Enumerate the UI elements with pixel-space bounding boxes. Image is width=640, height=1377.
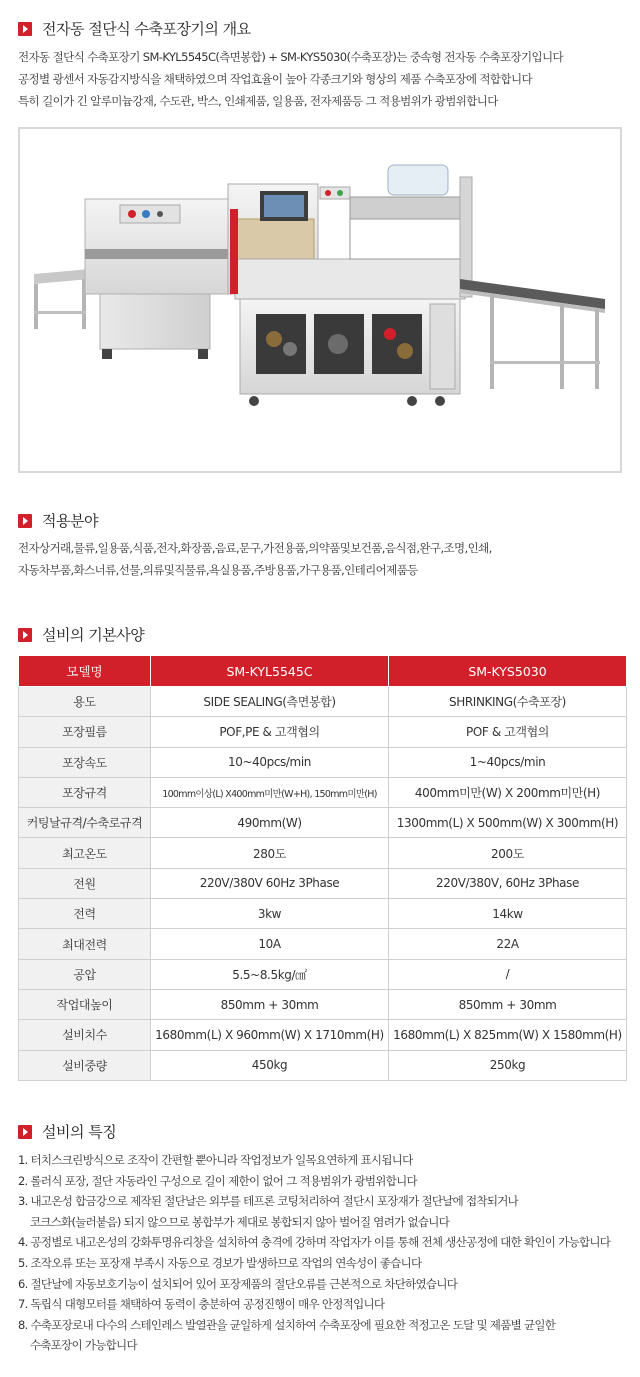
table-row — [19, 808, 627, 838]
shrinker-value: 1680mm(L) X 825mm(W) X 1580mm(H) — [389, 1020, 627, 1050]
row-label: 공압 — [19, 959, 151, 989]
list-item: 1. 터치스크린방식으로 조작이 간편할 뿐아니라 작업정보가 일목요연하게 표시됩니다 — [18, 1153, 413, 1167]
features-title: 설비의 특징 — [42, 1123, 117, 1141]
sealer-value: 10A — [151, 929, 389, 959]
shrinker-value: 400mm미만(W) X 200mm미만(H) — [389, 777, 627, 807]
red-arrow-icon — [18, 1125, 32, 1139]
table-row — [19, 747, 627, 777]
spec-header-row — [19, 656, 627, 687]
list-item: 7. 독립식 대형모터를 채택하여 동력이 충분하여 공정진행이 매우 안정적입니다 — [18, 1297, 385, 1312]
sealer-value: 100mm이상(L) X400mm미만(W+H), 150mm미만(H) — [151, 777, 389, 807]
table-row — [19, 1050, 627, 1080]
shrinker-value: 1~40pcs/min — [389, 747, 627, 777]
row-label: 커팅날규격/수축로규격 — [19, 808, 151, 838]
row-label: 포장필름 — [19, 717, 151, 747]
red-arrow-icon — [18, 514, 32, 528]
table-row — [19, 1020, 627, 1050]
shrinker-value: 250kg — [389, 1050, 627, 1080]
application-line: 전자상거래,물류,일용품,식품,전자,화장품,음료,문구,가전용품,의약품및보건품,음식점,완구,조명,인쇄, — [18, 541, 492, 555]
shrinker-value: SHRINKING(수축포장) — [389, 687, 627, 717]
sealer-value: 220V/380V 60Hz 3Phase — [151, 868, 389, 898]
features-list — [18, 1150, 638, 1356]
list-item: 3. 내고온성 합금강으로 제작된 절단날은 외부를 테프론 코팅처리하여 절단시 포장재가 절단날에 접착되거나 — [18, 1194, 519, 1209]
shrinker-value: 200도 — [389, 838, 627, 868]
row-label: 용도 — [19, 687, 151, 717]
table-row — [19, 777, 627, 807]
row-label: 최대전력 — [19, 929, 151, 959]
red-arrow-icon — [18, 22, 32, 36]
table-row — [19, 838, 627, 868]
sealer-value: 1680mm(L) X 960mm(W) X 1710mm(H) — [151, 1020, 389, 1050]
list-item: 5. 조작오류 또는 포장재 부족시 자동으로 경보가 발생하므로 작업의 연속성이 좋습니다 — [18, 1255, 422, 1270]
spec-header-sealer: SM-KYL5545C — [151, 656, 389, 687]
table-row — [19, 989, 627, 1019]
table-row — [19, 929, 627, 959]
spec-table — [18, 655, 627, 1081]
row-label: 전력 — [19, 899, 151, 929]
sealer-value: 3kw — [151, 899, 389, 929]
row-label: 포장규격 — [19, 777, 151, 807]
table-row — [19, 717, 627, 747]
row-label: 설비중량 — [19, 1050, 151, 1080]
sealer-value: 850mm + 30mm — [151, 989, 389, 1019]
shrinker-value: / — [389, 959, 627, 989]
spec-heading — [18, 624, 144, 645]
list-item: 4. 공정별로 내고온성의 강화투명유리창을 설치하여 충격에 강하며 작업자가 이를 통해 전체 생산공정에 대한 확인이 가능합니다 — [18, 1235, 611, 1250]
shrinker-value: 22A — [389, 929, 627, 959]
list-item: 코크스화(눌러붙음) 되지 않으므로 봉합부가 제대로 봉합되지 않아 벌어질 염려가 없습니다 — [18, 1214, 450, 1229]
shrinker-value: 850mm + 30mm — [389, 989, 627, 1019]
red-arrow-icon — [18, 628, 32, 642]
list-item: 6. 절단날에 자동보호기능이 설치되어 있어 포장제품의 절단오류를 근본적으로 차단하였습니다 — [18, 1276, 458, 1291]
shrinker-value: POF & 고객협의 — [389, 717, 627, 747]
overview-text — [18, 46, 628, 112]
sealer-value: 490mm(W) — [151, 808, 389, 838]
application-line: 자동차부품,화스너류,선물,의류및직물류,욕실용품,주방용품,가구용품,인테리어제품등 — [18, 563, 418, 577]
row-label: 설비치수 — [19, 1020, 151, 1050]
machine-photo — [18, 127, 622, 473]
sealer-value: POF,PE & 고객협의 — [151, 717, 389, 747]
spec-header-model: 모델명 — [19, 656, 151, 687]
list-item: 수축포장이 가능합니다 — [18, 1338, 137, 1353]
row-label: 전원 — [19, 868, 151, 898]
sealer-value: 10~40pcs/min — [151, 747, 389, 777]
table-row — [19, 959, 627, 989]
features-heading — [18, 1121, 116, 1142]
sealer-value: 280도 — [151, 838, 389, 868]
sealer-value: SIDE SEALING(측면봉합) — [151, 687, 389, 717]
shrinker-value: 14kw — [389, 899, 627, 929]
overview-line: 공정별 광센서 자동감지방식을 채택하였으며 작업효율이 높아 각종크기와 형상의 제품 수축포장에 적합합니다 — [18, 72, 532, 86]
spec-header-shrinker: SM-KYS5030 — [389, 656, 627, 687]
spec-title: 설비의 기본사양 — [42, 626, 145, 644]
overview-line: 특히 길이가 긴 알루미늄강재, 수도관, 박스, 인쇄제품, 일용품, 전자제품등 그 적용범위가 광범위합니다 — [18, 94, 498, 108]
table-row — [19, 687, 627, 717]
row-label: 포장속도 — [19, 747, 151, 777]
list-item: 2. 롤러식 포장, 절단 자동라인 구성으로 길이 제한이 없어 그 적용범위가 광범위합니다 — [18, 1173, 417, 1188]
sealer-value: 450kg — [151, 1050, 389, 1080]
application-text — [18, 537, 628, 581]
overview-heading — [18, 18, 251, 39]
table-row — [19, 899, 627, 929]
list-item: 8. 수축포장로내 다수의 스테인레스 발열관을 균일하게 설치하여 수축포장에 필요한 적정고온 도달 및 제품별 균일한 — [18, 1317, 556, 1332]
application-title: 적용분야 — [42, 512, 98, 530]
overview-title: 전자동 절단식 수축포장기의 개요 — [42, 20, 251, 38]
sealer-value: 5.5~8.5kg/㎠ — [151, 959, 389, 989]
shrinker-value: 220V/380V, 60Hz 3Phase — [389, 868, 627, 898]
table-row — [19, 868, 627, 898]
shrinker-value: 1300mm(L) X 500mm(W) X 300mm(H) — [389, 808, 627, 838]
shrink-wrap-machine-illustration — [20, 129, 620, 471]
application-heading — [18, 510, 98, 531]
overview-line: 전자동 절단식 수축포장기 SM-KYL5545C(측면봉합) + SM-KYS5030(수축포장)는 중속형 전자동 수축포장기입니다 — [18, 50, 564, 64]
row-label: 최고온도 — [19, 838, 151, 868]
row-label: 작업대높이 — [19, 989, 151, 1019]
